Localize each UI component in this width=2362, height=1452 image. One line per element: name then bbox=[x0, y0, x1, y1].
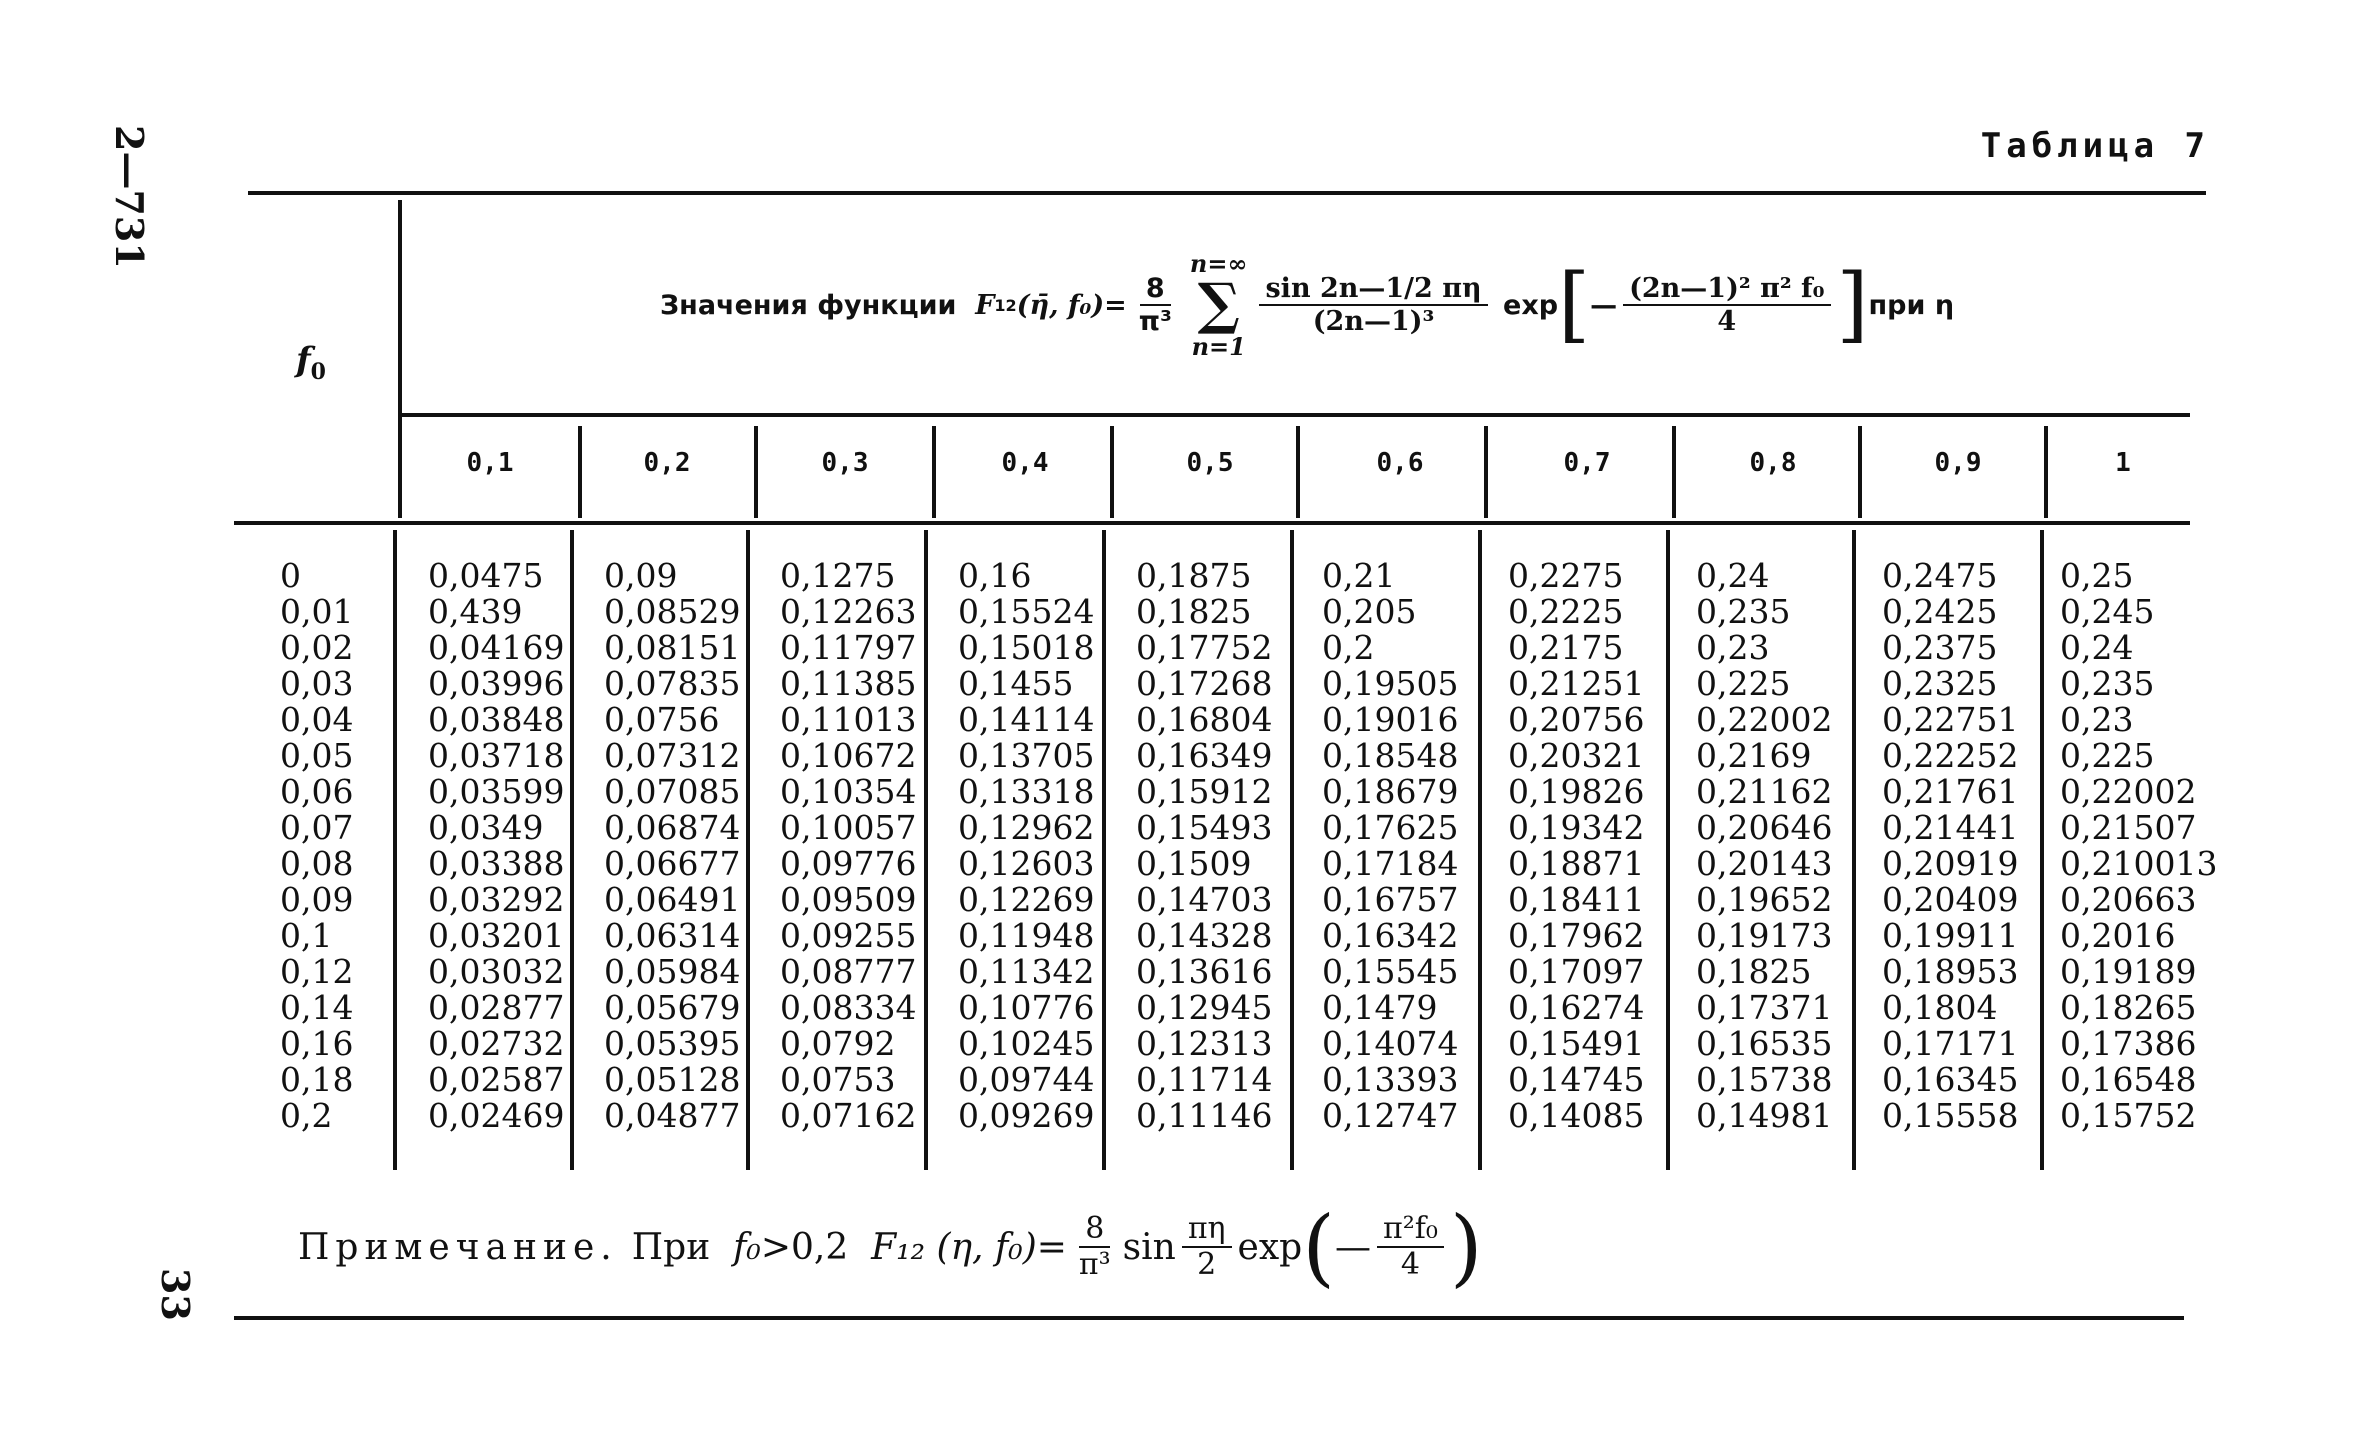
table-cell: 0,14328 bbox=[1136, 916, 1273, 955]
table-cell: 0,02732 bbox=[428, 1024, 565, 1063]
table-cell: 0,12269 bbox=[958, 880, 1095, 919]
table-cell: 0,09 bbox=[604, 556, 678, 595]
table-cell: 0,2169 bbox=[1696, 736, 1812, 775]
table-cell: 0,16757 bbox=[1322, 880, 1459, 919]
table-cell: 0,22002 bbox=[1696, 700, 1833, 739]
table-cell: 0,10672 bbox=[780, 736, 917, 775]
f0-value: 0,08 bbox=[280, 844, 354, 883]
table-cell: 0,09269 bbox=[958, 1096, 1095, 1135]
bottom-rule bbox=[234, 1316, 2184, 1320]
table-cell: 0,03201 bbox=[428, 916, 565, 955]
body-divider-6 bbox=[1290, 530, 1294, 1170]
table-cell: 0,05679 bbox=[604, 988, 741, 1027]
table-cell: 0,11948 bbox=[958, 916, 1095, 955]
table-cell: 0,2375 bbox=[1882, 628, 1998, 667]
table-cell: 0,04169 bbox=[428, 628, 565, 667]
table-cell: 0,18265 bbox=[2060, 988, 2197, 1027]
table-cell: 0,08777 bbox=[780, 952, 917, 991]
table-cell: 0,03848 bbox=[428, 700, 565, 739]
table-cell: 0,16535 bbox=[1696, 1024, 1833, 1063]
table-cell: 0,18411 bbox=[1508, 880, 1645, 919]
table-cell: 0,0792 bbox=[780, 1024, 896, 1063]
table-cell: 0,16342 bbox=[1322, 916, 1459, 955]
table-cell: 0,11342 bbox=[958, 952, 1095, 991]
table-cell: 0,08529 bbox=[604, 592, 741, 631]
table-cell: 0,03388 bbox=[428, 844, 565, 883]
table-cell: 0,11714 bbox=[1136, 1060, 1273, 1099]
table-cell: 0,19911 bbox=[1882, 916, 2019, 955]
table-cell: 0,205 bbox=[1322, 592, 1417, 631]
table-cell: 0,23 bbox=[1696, 628, 1770, 667]
table-cell: 0,22252 bbox=[1882, 736, 2019, 775]
table-cell: 0,15018 bbox=[958, 628, 1095, 667]
f0-value: 0,04 bbox=[280, 700, 354, 739]
eta-header-8: 0,8 bbox=[1749, 448, 1797, 478]
table-cell: 0,12603 bbox=[958, 844, 1095, 883]
table-cell: 0,14981 bbox=[1696, 1096, 1833, 1135]
table-cell: 0,18953 bbox=[1882, 952, 2019, 991]
table-cell: 0,03292 bbox=[428, 880, 565, 919]
table-cell: 0,11013 bbox=[780, 700, 917, 739]
table-cell: 0,13318 bbox=[958, 772, 1095, 811]
note-exp-fraction: $\frac{\text{π²f₀}}{4}$ bbox=[1377, 1212, 1444, 1283]
table-cell: 0,21761 bbox=[1882, 772, 2019, 811]
table-cell: 0,235 bbox=[2060, 664, 2155, 703]
note-sin-fraction: $\frac{\pi\eta}{2}$ bbox=[1182, 1212, 1232, 1283]
table-cell: 0,0349 bbox=[428, 808, 544, 847]
coef-fraction: $\frac{8}{\text{π³}}$ bbox=[1138, 272, 1172, 337]
table-cell: 0,12747 bbox=[1322, 1096, 1459, 1135]
body-divider-2 bbox=[570, 530, 574, 1170]
f0-value: 0,01 bbox=[280, 592, 354, 631]
table-cell: 0,06874 bbox=[604, 808, 741, 847]
f0-value: 0,03 bbox=[280, 664, 354, 703]
table-cell: 0,19173 bbox=[1696, 916, 1833, 955]
table-cell: 0,12263 bbox=[780, 592, 917, 631]
table-cell: 0,21507 bbox=[2060, 808, 2197, 847]
table-cell: 0,14085 bbox=[1508, 1096, 1645, 1135]
table-cell: 0,21441 bbox=[1882, 808, 2019, 847]
table-cell: 0,16345 bbox=[1882, 1060, 2019, 1099]
table-cell: 0,04877 bbox=[604, 1096, 741, 1135]
table-cell: 0,2016 bbox=[2060, 916, 2176, 955]
table-cell: 0,225 bbox=[2060, 736, 2155, 775]
eta-header-5: 0,5 bbox=[1186, 448, 1234, 478]
data-column-2 bbox=[604, 558, 740, 1134]
table-cell: 0,17171 bbox=[1882, 1024, 2019, 1063]
func-name: F bbox=[975, 289, 995, 321]
body-divider-7 bbox=[1478, 530, 1482, 1170]
table-caption: Таблица 7 bbox=[1980, 126, 2210, 166]
table-cell: 0,1509 bbox=[1136, 844, 1252, 883]
f0-value: 0,2 bbox=[280, 1096, 333, 1135]
table-cell: 0,25 bbox=[2060, 556, 2134, 595]
table-cell: 0,17752 bbox=[1136, 628, 1273, 667]
table-cell: 0,09509 bbox=[780, 880, 917, 919]
table-cell: 0,07162 bbox=[780, 1096, 917, 1135]
f0-value: 0,05 bbox=[280, 736, 354, 775]
eta-header-4: 0,4 bbox=[1001, 448, 1049, 478]
eta-header-9: 0,9 bbox=[1934, 448, 1982, 478]
table-cell: 0,15912 bbox=[1136, 772, 1273, 811]
data-column-4 bbox=[958, 558, 1094, 1134]
f0-value: 0,14 bbox=[280, 988, 354, 1027]
table-cell: 0,19652 bbox=[1696, 880, 1833, 919]
table-cell: 0,17184 bbox=[1322, 844, 1459, 883]
eta-header-1: 0,1 bbox=[466, 448, 514, 478]
table-cell: 0,19342 bbox=[1508, 808, 1645, 847]
table-cell: 0,08334 bbox=[780, 988, 917, 1027]
note-label: Примечание. bbox=[298, 1226, 618, 1268]
f0-column-header: $f_0$ bbox=[296, 340, 326, 385]
header-divider-5 bbox=[1296, 426, 1300, 518]
table-cell: 0,2275 bbox=[1508, 556, 1624, 595]
header-divider-2 bbox=[754, 426, 758, 518]
data-column-6 bbox=[1322, 558, 1458, 1134]
eta-header-10: 1 bbox=[2115, 448, 2131, 478]
table-cell: 0,16548 bbox=[2060, 1060, 2197, 1099]
table-cell: 0,17371 bbox=[1696, 988, 1833, 1027]
side-document-code: 2—731 bbox=[107, 125, 152, 269]
table-cell: 0,20409 bbox=[1882, 880, 2019, 919]
table-cell: 0,03718 bbox=[428, 736, 565, 775]
table-cell: 0,05984 bbox=[604, 952, 741, 991]
table-cell: 0,14074 bbox=[1322, 1024, 1459, 1063]
title-suffix: при η bbox=[1868, 289, 1955, 321]
table-cell: 0,03032 bbox=[428, 952, 565, 991]
table-cell: 0,19016 bbox=[1322, 700, 1459, 739]
table-cell: 0,1825 bbox=[1136, 592, 1252, 631]
table-cell: 0,19826 bbox=[1508, 772, 1645, 811]
header-bottom-rule bbox=[234, 521, 2190, 525]
table-cell: 0,07835 bbox=[604, 664, 741, 703]
side-page-number: 33 bbox=[153, 1268, 198, 1321]
table-cell: 0,16349 bbox=[1136, 736, 1273, 775]
table-cell: 0,2175 bbox=[1508, 628, 1624, 667]
table-cell: 0,05395 bbox=[604, 1024, 741, 1063]
table-cell: 0,02587 bbox=[428, 1060, 565, 1099]
table-cell: 0,22751 bbox=[1882, 700, 2019, 739]
data-column-7 bbox=[1508, 558, 1644, 1134]
data-column-9 bbox=[1882, 558, 2018, 1134]
table-cell: 0,10057 bbox=[780, 808, 917, 847]
table-cell: 0,0475 bbox=[428, 556, 544, 595]
table-cell: 0,18679 bbox=[1322, 772, 1459, 811]
table-cell: 0,17097 bbox=[1508, 952, 1645, 991]
bracket-open: [ bbox=[1558, 257, 1591, 352]
table-cell: 0,06677 bbox=[604, 844, 741, 883]
table-cell: 0,10354 bbox=[780, 772, 917, 811]
table-cell: 0,18548 bbox=[1322, 736, 1459, 775]
header-split-rule bbox=[400, 413, 2190, 417]
f0-value: 0,1 bbox=[280, 916, 333, 955]
header-divider-9 bbox=[2044, 426, 2048, 518]
body-divider-3 bbox=[746, 530, 750, 1170]
table-cell: 0,21251 bbox=[1508, 664, 1645, 703]
table-cell: 0,0753 bbox=[780, 1060, 896, 1099]
table-cell: 0,2225 bbox=[1508, 592, 1624, 631]
table-cell: 0,19189 bbox=[2060, 952, 2197, 991]
header-divider-6 bbox=[1484, 426, 1488, 518]
function-title: Значения функции F 12 (η̄, f₀)= $\frac{8}{\text{π³}}$ n=∞ ∑ n=1 $\frac{\sin 2n—1/2 \pi\eta}{\text{(2n—1)³}}$ exp [ — $\frac{\text{(2n—1)² π² f₀}}{4}$ ] при η bbox=[660, 249, 1955, 361]
table-cell: 0,06491 bbox=[604, 880, 741, 919]
table-cell: 0,03599 bbox=[428, 772, 565, 811]
table-cell: 0,225 bbox=[1696, 664, 1791, 703]
table-cell: 0,0756 bbox=[604, 700, 720, 739]
table-cell: 0,245 bbox=[2060, 592, 2155, 631]
table-cell: 0,235 bbox=[1696, 592, 1791, 631]
table-cell: 0,18871 bbox=[1508, 844, 1645, 883]
table-cell: 0,02469 bbox=[428, 1096, 565, 1135]
eta-header-3: 0,3 bbox=[821, 448, 869, 478]
table-cell: 0,12313 bbox=[1136, 1024, 1273, 1063]
header-divider-7 bbox=[1672, 426, 1676, 518]
header-divider-8 bbox=[1858, 426, 1862, 518]
table-cell: 0,11797 bbox=[780, 628, 917, 667]
table-cell: 0,13393 bbox=[1322, 1060, 1459, 1099]
header-divider-1 bbox=[578, 426, 582, 518]
f0-value: 0,02 bbox=[280, 628, 354, 667]
header-vline-f0 bbox=[398, 200, 402, 518]
table-cell: 0,12962 bbox=[958, 808, 1095, 847]
table-cell: 0,17386 bbox=[2060, 1024, 2197, 1063]
table-cell: 0,23 bbox=[2060, 700, 2134, 739]
table-cell: 0,15493 bbox=[1136, 808, 1273, 847]
table-cell: 0,2475 bbox=[1882, 556, 1998, 595]
table-cell: 0,2425 bbox=[1882, 592, 1998, 631]
table-cell: 0,03996 bbox=[428, 664, 565, 703]
body-divider-9 bbox=[1852, 530, 1856, 1170]
title-prefix: Значения функции bbox=[660, 289, 957, 321]
data-column-10 bbox=[2060, 558, 2217, 1134]
f0-value: 0,12 bbox=[280, 952, 354, 991]
eta-header-2: 0,2 bbox=[643, 448, 691, 478]
table-cell: 0,1479 bbox=[1322, 988, 1438, 1027]
table-cell: 0,09255 bbox=[780, 916, 917, 955]
table-cell: 0,15545 bbox=[1322, 952, 1459, 991]
table-cell: 0,08151 bbox=[604, 628, 741, 667]
table-cell: 0,24 bbox=[1696, 556, 1770, 595]
body-divider-8 bbox=[1666, 530, 1670, 1170]
table-cell: 0,20663 bbox=[2060, 880, 2197, 919]
table-cell: 0,20756 bbox=[1508, 700, 1645, 739]
table-cell: 0,1275 bbox=[780, 556, 896, 595]
data-column-1 bbox=[428, 558, 564, 1134]
header-divider-3 bbox=[932, 426, 936, 518]
table-cell: 0,16 bbox=[958, 556, 1032, 595]
table-cell: 0,05128 bbox=[604, 1060, 741, 1099]
table-cell: 0,1825 bbox=[1696, 952, 1812, 991]
summation: n=∞ ∑ n=1 bbox=[1189, 249, 1248, 361]
table-cell: 0,1875 bbox=[1136, 556, 1252, 595]
eta-header-7: 0,7 bbox=[1563, 448, 1611, 478]
table-note: Примечание. При f₀ >0,2 F₁₂ (η, f₀)= $\frac{8}{\text{π³}}$ sin $\frac{\pi\eta}{2}$ exp ( — $\frac{\text{π²f₀}}{4}$ ) bbox=[298, 1198, 1483, 1296]
table-cell: 0,17625 bbox=[1322, 808, 1459, 847]
table-cell: 0,24 bbox=[2060, 628, 2134, 667]
table-cell: 0,22002 bbox=[2060, 772, 2197, 811]
table-cell: 0,21 bbox=[1322, 556, 1396, 595]
header-divider-4 bbox=[1110, 426, 1114, 518]
table-cell: 0,10245 bbox=[958, 1024, 1095, 1063]
table-cell: 0,2325 bbox=[1882, 664, 1998, 703]
table-cell: 0,439 bbox=[428, 592, 523, 631]
top-rule bbox=[248, 191, 2206, 195]
exp-label: exp bbox=[1503, 289, 1559, 321]
table-cell: 0,14703 bbox=[1136, 880, 1273, 919]
table-cell: 0,10776 bbox=[958, 988, 1095, 1027]
table-cell: 0,2 bbox=[1322, 628, 1375, 667]
table-cell: 0,15752 bbox=[2060, 1096, 2197, 1135]
table-cell: 0,19505 bbox=[1322, 664, 1459, 703]
table-cell: 0,20919 bbox=[1882, 844, 2019, 883]
data-column-8 bbox=[1696, 558, 1832, 1134]
table-cell: 0,1455 bbox=[958, 664, 1074, 703]
table-cell: 0,20646 bbox=[1696, 808, 1833, 847]
table-cell: 0,11385 bbox=[780, 664, 917, 703]
table-cell: 0,07085 bbox=[604, 772, 741, 811]
data-column-5 bbox=[1136, 558, 1272, 1134]
table-cell: 0,12945 bbox=[1136, 988, 1273, 1027]
table-cell: 0,210013 bbox=[2060, 844, 2218, 883]
f0-value: 0,09 bbox=[280, 880, 354, 919]
table-cell: 0,17962 bbox=[1508, 916, 1645, 955]
table-cell: 0,21162 bbox=[1696, 772, 1833, 811]
f0-value: 0,07 bbox=[280, 808, 354, 847]
table-cell: 0,17268 bbox=[1136, 664, 1273, 703]
table-cell: 0,09744 bbox=[958, 1060, 1095, 1099]
table-cell: 0,15558 bbox=[1882, 1096, 2019, 1135]
table-cell: 0,20321 bbox=[1508, 736, 1645, 775]
table-cell: 0,15524 bbox=[958, 592, 1095, 631]
table-cell: 0,07312 bbox=[604, 736, 741, 775]
table-cell: 0,15491 bbox=[1508, 1024, 1645, 1063]
table-cell: 0,16804 bbox=[1136, 700, 1273, 739]
f0-value: 0 bbox=[280, 556, 301, 595]
table-cell: 0,06314 bbox=[604, 916, 741, 955]
f0-value: 0,16 bbox=[280, 1024, 354, 1063]
table-cell: 0,14114 bbox=[958, 700, 1095, 739]
f0-values-column bbox=[280, 558, 353, 1134]
func-args: (η̄, f₀)= bbox=[1016, 289, 1127, 321]
table-cell: 0,20143 bbox=[1696, 844, 1833, 883]
bracket-close: ] bbox=[1836, 257, 1869, 352]
table-cell: 0,15738 bbox=[1696, 1060, 1833, 1099]
table-cell: 0,1804 bbox=[1882, 988, 1998, 1027]
data-column-3 bbox=[780, 558, 916, 1134]
table-cell: 0,13705 bbox=[958, 736, 1095, 775]
table-cell: 0,13616 bbox=[1136, 952, 1273, 991]
f0-value: 0,18 bbox=[280, 1060, 354, 1099]
table-cell: 0,14745 bbox=[1508, 1060, 1645, 1099]
sin-fraction: $\frac{\sin 2n—1/2 \pi\eta}{\text{(2n—1)³}}$ bbox=[1259, 273, 1487, 337]
body-divider-4 bbox=[924, 530, 928, 1170]
exp-fraction: $\frac{\text{(2n—1)² π² f₀}}{4}$ bbox=[1623, 273, 1830, 337]
table-cell: 0,11146 bbox=[1136, 1096, 1273, 1135]
note-coef-fraction: $\frac{8}{\text{π³}}$ bbox=[1078, 1210, 1111, 1282]
table-cell: 0,09776 bbox=[780, 844, 917, 883]
body-divider-10 bbox=[2040, 530, 2044, 1170]
body-divider-1 bbox=[393, 530, 397, 1170]
f0-value: 0,06 bbox=[280, 772, 354, 811]
table-cell: 0,02877 bbox=[428, 988, 565, 1027]
eta-header-6: 0,6 bbox=[1376, 448, 1424, 478]
table-cell: 0,16274 bbox=[1508, 988, 1645, 1027]
body-divider-5 bbox=[1102, 530, 1106, 1170]
